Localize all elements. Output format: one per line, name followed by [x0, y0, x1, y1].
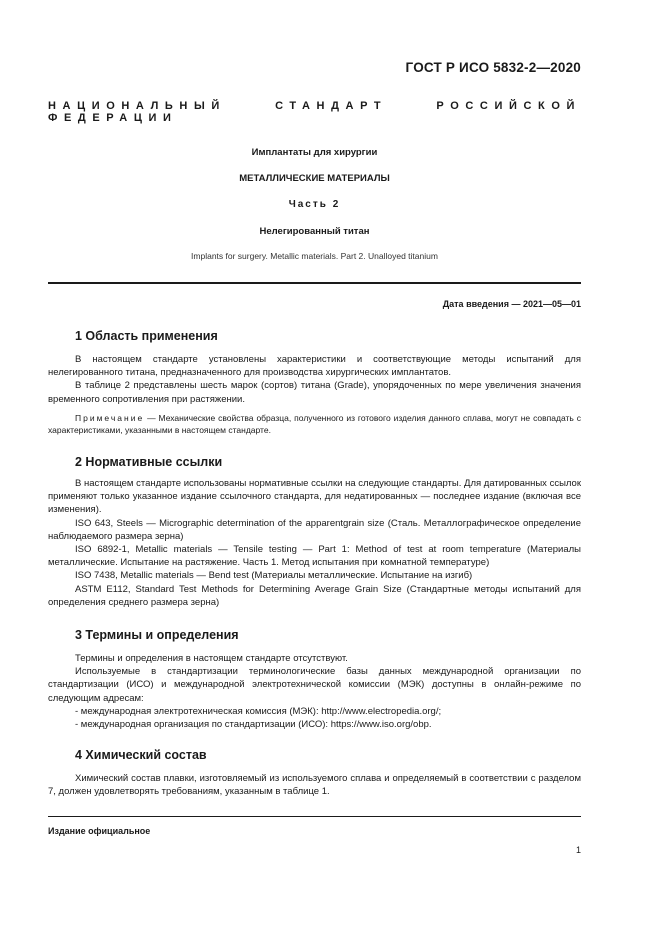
section-3-paragraph: Используемые в стандартизации терминологические базы данных международной организации по стандартизации (ИСО) и международной электротехнической комиссии (МЭК) доступны в онлайн-режиме по следующим адресам:: [48, 666, 581, 704]
note-text: — Механические свойства образца, полученного из готового изделия данного сплава, могут не совпадать с характеристиками, указанными в настоящем стандарте.: [48, 413, 581, 435]
introduction-date: Дата введения — 2021—05—01: [442, 299, 581, 309]
list-item: - международная электротехническая комиссия (МЭК): http://www.electropedia.org/;: [75, 705, 442, 717]
title-english: Implants for surgery. Metallic materials. Part 2. Unalloyed titanium: [191, 251, 438, 261]
footer-divider: [48, 816, 581, 817]
edition-label: Издание официальное: [48, 826, 151, 836]
section-3-paragraph: Термины и определения в настоящем стандарте отсутствуют.: [75, 653, 348, 664]
reference-item: ISO 643, Steels — Micrographic determination of the apparentgrain size (Сталь. Металлографическое определение наблюдаемого размера зерна): [48, 517, 581, 542]
title-line-2: МЕТАЛЛИЧЕСКИЕ МАТЕРИАЛЫ: [239, 173, 390, 184]
title-part: Часть 2: [288, 199, 341, 210]
title-line-1: Имплантаты для хирургии: [251, 147, 378, 158]
note-label: Примечание: [75, 413, 145, 423]
section-1-paragraph: В настоящем стандарте установлены характеристики и соответствующие методы испытаний для нелегированного титана, предназначенного для производства хирургических имплантатов.: [48, 354, 581, 379]
section-2-body: [48, 477, 581, 609]
section-2-heading: 2 Нормативные ссылки: [75, 455, 223, 469]
note-paragraph: [48, 412, 581, 436]
title-divider: [48, 282, 581, 284]
section-4-heading: 4 Химический состав: [75, 748, 207, 762]
reference-item: ISO 7438, Metallic materials — Bend test (Материалы металлические. Испытание на изгиб): [75, 570, 473, 582]
national-standard-banner: НАЦИОНАЛЬНЫЙ СТАНДАРТ РОССИЙСКОЙ ФЕДЕРАЦИИ: [48, 100, 581, 124]
reference-item: ASTM E112, Standard Test Methods for Determining Average Grain Size (Стандартные методы испытаний для определения среднего размера зерна): [48, 583, 581, 608]
section-4-paragraph: Химический состав плавки, изготовляемый из используемого сплава и определяемый в соответствии с разделом 7, должен удовлетворять требованиям, указанным в таблице 1.: [48, 773, 581, 798]
reference-item: ISO 6892-1, Metallic materials — Tensile testing — Part 1: Method of test at room temperature (Материалы металлические. Испытание на растяжение. Часть 1. Метод испытания при комнатной температуре): [48, 544, 581, 569]
section-3-heading: 3 Термины и определения: [75, 628, 239, 642]
section-1-heading: 1 Область применения: [75, 329, 218, 343]
section-2-paragraph: В настоящем стандарте использованы нормативные ссылки на следующие стандарты. Для датированных ссылок применяют только указанное издание ссылочного стандарта, для недатированных — последнее издание (включая все изменения).: [48, 478, 581, 516]
document-code: ГОСТ Р ИСО 5832-2—2020: [405, 60, 581, 75]
title-line-4: Нелегированный титан: [259, 226, 370, 237]
section-1-note: [48, 412, 581, 436]
page-number: 1: [575, 845, 581, 855]
section-4-body: [48, 772, 581, 798]
section-3-body: [48, 652, 581, 731]
list-item: - международная организация по стандартизации (ИСО): https://www.iso.org/obp.: [75, 719, 432, 731]
section-1-paragraph: В таблице 2 представлены шесть марок (сортов) титана (Grade), упорядоченных по мере увеличения значения временного сопротивления при растяжении.: [48, 380, 581, 405]
section-1-body: [48, 353, 581, 406]
